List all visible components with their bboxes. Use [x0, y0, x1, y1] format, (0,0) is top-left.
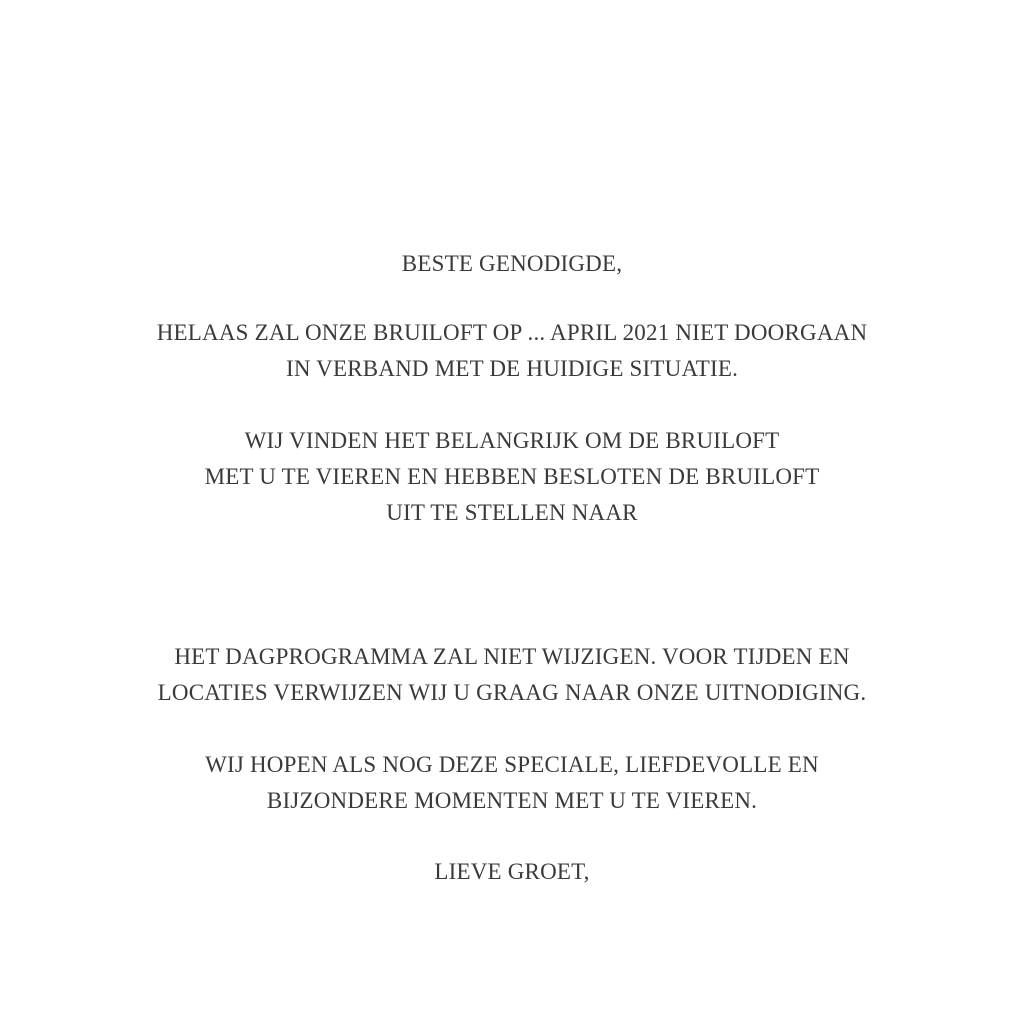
paragraph-3-line-2: LOCATIES VERWIJZEN WIJ U GRAAG NAAR ONZE UITNODIGING. [157, 680, 867, 705]
paragraph-2-line-2: MET U TE VIEREN EN HEBBEN BESLOTEN DE BRUILOFT [204, 464, 820, 489]
paragraph-2-line-1: WIJ VINDEN HET BELANGRIJK OM DE BRUILOFT [244, 428, 780, 453]
paragraph-4-line-2: BIJZONDERE MOMENTEN MET U TE VIEREN. [266, 788, 758, 813]
salutation: BESTE GENODIGDE, [401, 251, 623, 276]
paragraph-1-line-1: HELAAS ZAL ONZE BRUILOFT OP ... APRIL 2021 NIET DOORGAAN [156, 320, 868, 345]
paragraph-1-line-2: IN VERBAND MET DE HUIDIGE SITUATIE. [285, 356, 739, 381]
paragraph-3-line-1: HET DAGPROGRAMMA ZAL NIET WIJZIGEN. VOOR TIJDEN EN [174, 644, 850, 669]
closing: LIEVE GROET, [434, 859, 590, 884]
paragraph-4-line-1: WIJ HOPEN ALS NOG DEZE SPECIALE, LIEFDEVOLLE EN [205, 752, 819, 777]
paragraph-2-line-3: UIT TE STELLEN NAAR [386, 500, 638, 525]
